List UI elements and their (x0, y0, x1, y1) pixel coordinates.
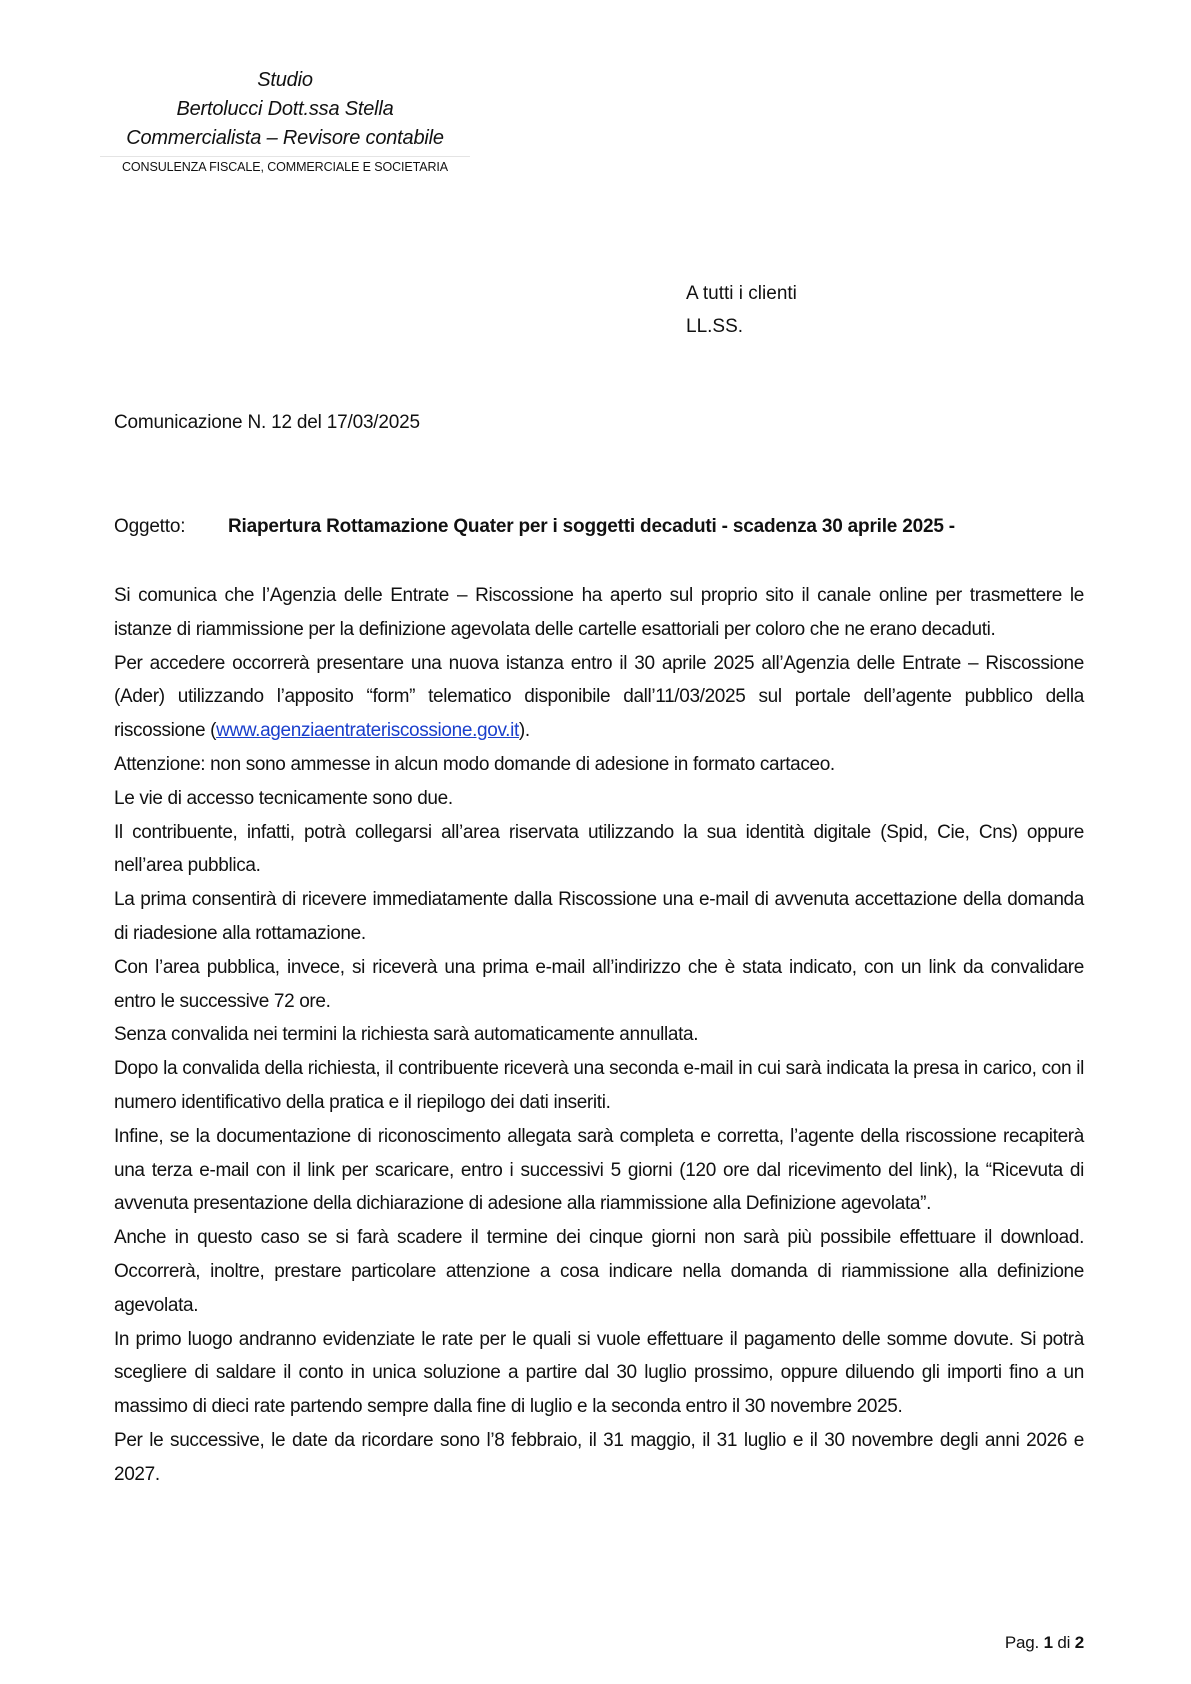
paragraph: In primo luogo andranno evidenziate le rate per le quali si vuole effettuare il pagamento delle somme dovute. Si potrà scegliere di saldare il conto in unica soluzione a partire dal 30 luglio prossimo, oppure diluendo gli importi fino a un massimo di dieci rate partendo sempre dalla fine di luglio e la seconda entro il 30 novembre 2025. (114, 1328, 1084, 1418)
paragraph: Si comunica che l’Agenzia delle Entrate – Riscossione ha aperto sul proprio sito il canale online per trasmettere le istanze di riammissione per la definizione agevolata delle cartelle esattoriali per coloro che ne erano decaduti. (114, 585, 1084, 640)
studio-label: Studio (257, 69, 313, 91)
paragraph: La prima consentirà di ricevere immediatamente dalla Riscossione una e-mail di avvenuta accettazione della domanda di riadesione alla rottamazione. (114, 889, 1084, 944)
current-page: 1 (1043, 1633, 1053, 1652)
agency-website-link[interactable]: www.agenziaentrateriscossione.gov.it (216, 720, 519, 742)
communication-number: Comunicazione N. 12 del 17/03/2025 (114, 412, 420, 433)
page-separator: di (1057, 1633, 1071, 1652)
recipient-line-2: LL.SS. (686, 316, 744, 337)
subject-text: Riapertura Rottamazione Quater per i soggetti decaduti - scadenza 30 aprile 2025 - (228, 516, 955, 537)
letterhead (100, 66, 470, 175)
paragraph-text: ). (518, 720, 530, 742)
paragraph-text: Per accedere occorrerà presentare una nuova istanza entro il 30 aprile 2025 all’Agenzia delle Entrate – Riscossione (Ader) utilizzando l’apposito “form” telematico disponibile dall’11/03/2025 sul portale dell’agente pubblico della riscossione ( (114, 652, 1084, 742)
studio-services: CONSULENZA FISCALE, COMMERCIALE E SOCIETARIA (100, 156, 470, 175)
total-pages: 2 (1074, 1633, 1084, 1652)
recipient-block (686, 277, 797, 343)
paragraph: Per le successive, le date da ricordare sono l’8 febbraio, il 31 maggio, il 31 luglio e il 30 novembre degli anni 2026 e 2027. (114, 1429, 1084, 1485)
paragraph: Il contribuente, infatti, potrà collegarsi all’area riservata utilizzando la sua identità digitale (Spid, Cie, Cns) oppure nell’area pubblica. (114, 821, 1084, 877)
paragraph: Le vie di accesso tecnicamente sono due. (114, 787, 453, 809)
page-number (1005, 1633, 1084, 1653)
letter-body (114, 579, 1084, 1492)
subject-label: Oggetto: (114, 516, 186, 537)
studio-profession: Commercialista – Revisore contabile (126, 127, 444, 149)
page-prefix: Pag. (1004, 1633, 1040, 1652)
paragraph: Con l’area pubblica, invece, si riceverà una prima e-mail all’indirizzo che è stata indicato, con un link da convalidare entro le successive 72 ore. (114, 956, 1084, 1012)
paragraph: Dopo la convalida della richiesta, il contribuente riceverà una seconda e-mail in cui sarà indicata la presa in carico, con il numero identificativo della pratica e il riepilogo dei dati inseriti. (114, 1058, 1084, 1113)
paragraph (114, 647, 1084, 748)
paragraph: Anche in questo caso se si farà scadere il termine dei cinque giorni non sarà più possibile effettuare il download. Occorrerà, inoltre, prestare particolare attenzione a cosa indicare nella domanda di riammissione alla definizione agevolata. (114, 1227, 1084, 1316)
recipient-line-1: A tutti i clienti (686, 283, 797, 304)
subject-line (114, 516, 955, 538)
studio-name: Bertolucci Dott.ssa Stella (176, 98, 394, 120)
paragraph: Infine, se la documentazione di riconoscimento allegata sarà completa e corretta, l’agente della riscossione recapiterà una terza e-mail con il link per scaricare, entro i successivi 5 giorni (120 ore dal ricevimento del link), la “Ricevuta di avvenuta presentazione della dichiarazione di adesione alla riammissione alla Definizione agevolata”. (114, 1125, 1084, 1215)
paragraph: Senza convalida nei termini la richiesta sarà automaticamente annullata. (114, 1024, 699, 1046)
paragraph: Attenzione: non sono ammesse in alcun modo domande di adesione in formato cartaceo. (114, 753, 835, 775)
